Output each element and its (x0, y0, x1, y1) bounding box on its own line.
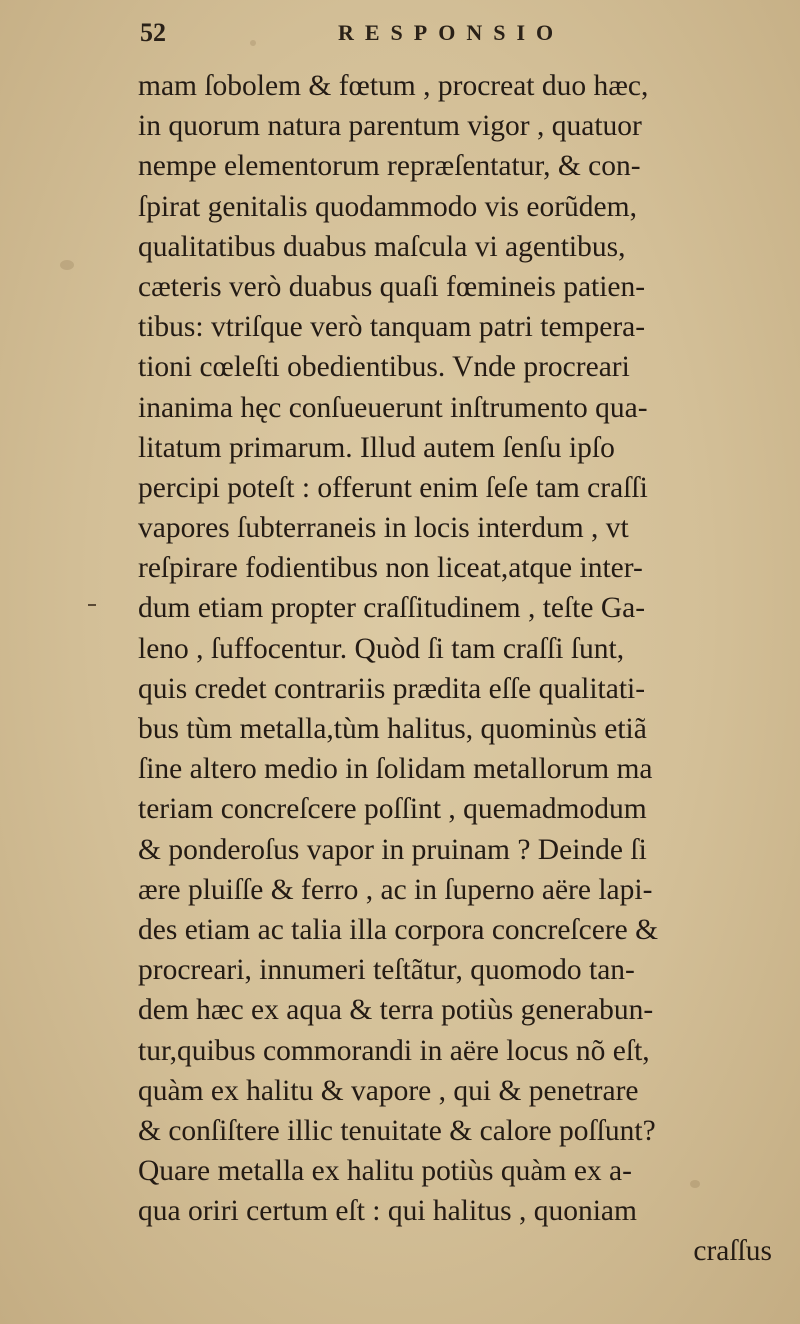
text-line: des etiam ac talia illa corpora concreſcere & (138, 913, 659, 946)
text-line: ære pluiſſe & ferro , ac in ſuperno aëre lapi- (138, 873, 653, 906)
text-line: ſine altero medio in ſolidam metallorum ma (138, 753, 653, 786)
text-line: qualitatibus duabus maſcula vi agentibus, (138, 230, 626, 263)
margin-mark (88, 604, 96, 606)
text-line: & conſiſtere illic tenuitate & calore poſſunt? (138, 1114, 656, 1147)
text-line: & ponderoſus vapor in pruinam ? Deinde ſi (138, 833, 647, 866)
text-line: ſpirat genitalis quodammodo vis eorũdem, (138, 190, 637, 223)
text-line: litatum primarum. Illud autem ſenſu ipſo (138, 431, 615, 464)
text-line: quàm ex halitu & vapore , qui & penetrare (138, 1074, 639, 1107)
text-line: Quare metalla ex halitu potiùs quàm ex a- (138, 1155, 632, 1188)
page-number: 52 (140, 18, 166, 47)
text-line: dem hæc ex aqua & terra potiùs generabun- (138, 994, 654, 1027)
text-line: cæteris verò duabus quaſi fœmineis patien- (138, 270, 646, 303)
text-line: quis credet contrariis prædita eſſe qualitati- (138, 672, 646, 705)
text-line: procreari, innumeri teſtãtur, quomodo tan- (138, 954, 635, 987)
text-line: tibus: vtriſque verò tanquam patri tempera- (138, 311, 646, 344)
text-line: qua oriri certum eſt : qui halitus , quoniam (138, 1195, 637, 1228)
text-line: bus tùm metalla,tùm halitus, quominùs etiã (138, 713, 647, 745)
paper-stain (60, 260, 74, 270)
text-line: dum etiam propter craſſitudinem , teſte Ga- (138, 592, 646, 625)
text-line: leno , ſuffocentur. Quòd ſi tam craſſi ſunt, (138, 632, 625, 665)
text-line: mam ſobolem & fœtum , procreat duo hæc, (138, 70, 649, 102)
page-header (0, 14, 800, 54)
text-line: tioni cœleſti obedientibus. Vnde procreari (138, 351, 630, 384)
text-line: inanima hęc conſueuerunt inſtrumento qua- (138, 391, 648, 424)
catchword: craſſus (693, 1235, 772, 1268)
text-line: percipi poteſt : offerunt enim ſeſe tam craſſi (138, 471, 648, 504)
text-line: vapores ſubterraneis in locis interdum , vt (138, 512, 629, 545)
text-line: tur,quibus commorandi in aëre locus nõ eſt, (138, 1034, 650, 1067)
running-head: RESPONSIO (338, 20, 565, 45)
text-line: reſpirare fodientibus non liceat,atque inter- (138, 552, 643, 585)
text-line: teriam concreſcere poſſint , quemadmodum (138, 793, 647, 826)
text-line: in quorum natura parentum vigor , quatuor (138, 110, 642, 143)
body-text (138, 66, 778, 1272)
text-line: nempe elementorum repræſentatur, & con- (138, 150, 641, 183)
